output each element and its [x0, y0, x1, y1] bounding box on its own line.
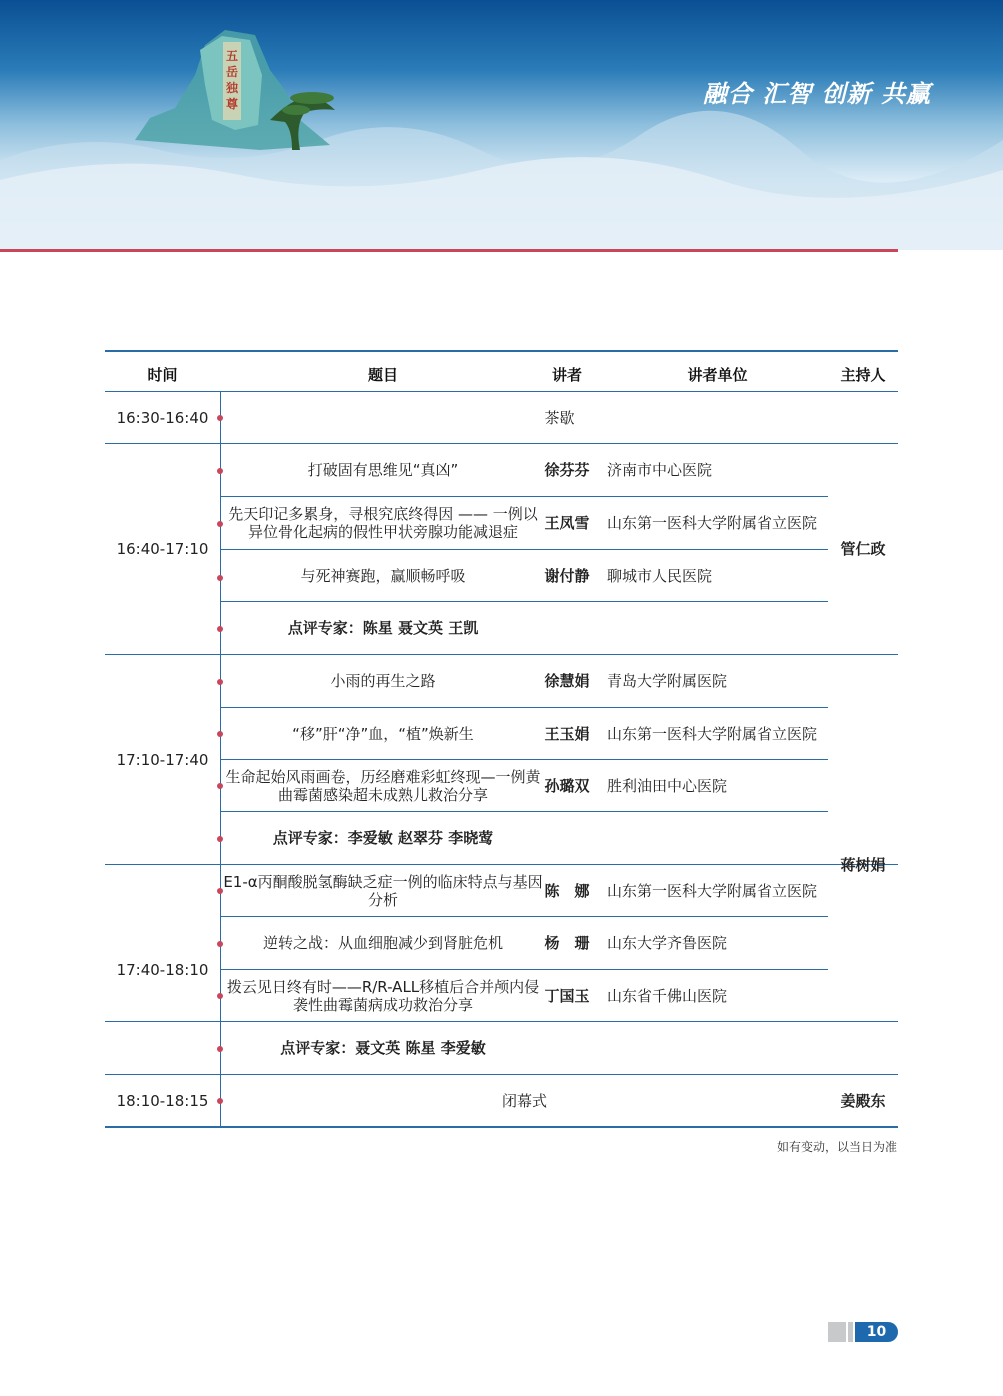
pager-decoration	[828, 1322, 846, 1342]
speaker-name: 杨 珊	[544, 934, 590, 952]
speaker-unit: 山东第一医科大学附属省立医院	[607, 881, 818, 900]
table-bottom-rule	[105, 1126, 898, 1128]
talk-topic: 逆转之战：从血细胞减少到肾脏危机	[262, 934, 503, 952]
table-top-rule	[105, 350, 898, 352]
mountain-illustration	[0, 0, 1003, 250]
speaker-unit: 青岛大学附属医院	[607, 672, 728, 690]
speaker-name: 王玉娟	[544, 724, 590, 743]
speaker-unit: 济南市中心医院	[607, 461, 713, 479]
speaker-name: 丁国玉	[544, 986, 590, 1005]
talk-topic: 拨云见日终有时——R/R-ALL移植后合并颅内侵袭性曲霉菌病成功救治分享	[226, 977, 540, 1014]
speaker-name: 王凤雪	[544, 514, 590, 532]
speaker-unit: 山东省千佛山医院	[607, 986, 728, 1005]
speaker-name: 徐芬芬	[544, 461, 590, 479]
header-banner	[0, 0, 1003, 250]
header-unit: 讲者单位	[687, 366, 748, 384]
speaker-name: 孙璐双	[544, 776, 590, 795]
page-number-badge	[828, 1322, 898, 1342]
header-host: 主持人	[840, 366, 886, 384]
svg-text:尊: 尊	[225, 97, 239, 111]
header-speaker: 讲者	[551, 366, 582, 384]
talk-topic: 与死神赛跑，赢顺畅呼吸	[300, 566, 466, 585]
tea-break-label: 茶歇	[544, 408, 575, 427]
talk-topic: 打破固有思维见“真凶”	[307, 461, 459, 479]
speaker-name: 谢付静	[544, 566, 590, 585]
time-slot: 17:40-18:10	[116, 960, 209, 979]
page-number: 10	[855, 1322, 898, 1342]
time-slot: 17:10-17:40	[116, 750, 209, 769]
host-name: 姜殿东	[840, 1091, 886, 1110]
header-time: 时间	[147, 366, 178, 384]
talk-topic: E1-α丙酮酸脱氢酶缺乏症一例的临床特点与基因分析	[223, 872, 543, 909]
speaker-name: 徐慧娟	[544, 672, 590, 690]
svg-text:独: 独	[225, 81, 239, 95]
talk-topic: 生命起始风雨画卷，历经磨难彩虹终现—一例黄曲霉菌感染超未成熟儿救治分享	[225, 767, 541, 804]
talk-topic: “移”肝“净”血，“植”焕新生	[292, 724, 474, 743]
host-name: 管仁政	[840, 540, 886, 558]
speaker-unit: 聊城市人民医院	[607, 566, 713, 585]
svg-text:五: 五	[225, 49, 239, 63]
review-experts: 点评专家：李爱敏 赵翠芬 李晓莺	[272, 829, 494, 847]
review-experts: 点评专家：聂文英 陈星 李爱敏	[280, 1039, 486, 1057]
svg-text:岳: 岳	[225, 65, 239, 79]
speaker-name: 陈 娜	[544, 881, 590, 900]
time-slot: 18:10-18:15	[116, 1091, 209, 1110]
time-slot: 16:40-17:10	[116, 540, 209, 558]
speaker-unit: 山东大学齐鲁医院	[607, 934, 728, 952]
time-slot: 16:30-16:40	[116, 408, 209, 427]
speaker-unit: 山东第一医科大学附属省立医院	[607, 724, 818, 743]
header-divider	[0, 249, 898, 252]
speaker-unit: 胜利油田中心医院	[607, 776, 728, 795]
talk-topic: 小雨的再生之路	[330, 672, 436, 690]
host-name: 蒋树娟	[840, 855, 886, 874]
slogan: 融合 汇智 创新 共赢	[702, 80, 931, 108]
schedule-table	[105, 350, 898, 1128]
speaker-unit: 山东第一医科大学附属省立医院	[607, 514, 818, 532]
change-note: 如有变动，以当日为准	[776, 1140, 897, 1154]
review-experts: 点评专家：陈星 聂文英 王凯	[287, 619, 479, 637]
pager-decoration	[848, 1322, 853, 1342]
talk-topic: 先天印记多累身，寻根究底终得因 —— 一例以异位骨化起病的假性甲状旁腺功能减退症	[228, 505, 538, 541]
closing-label: 闭幕式	[501, 1091, 547, 1110]
header-topic: 题目	[367, 366, 398, 384]
